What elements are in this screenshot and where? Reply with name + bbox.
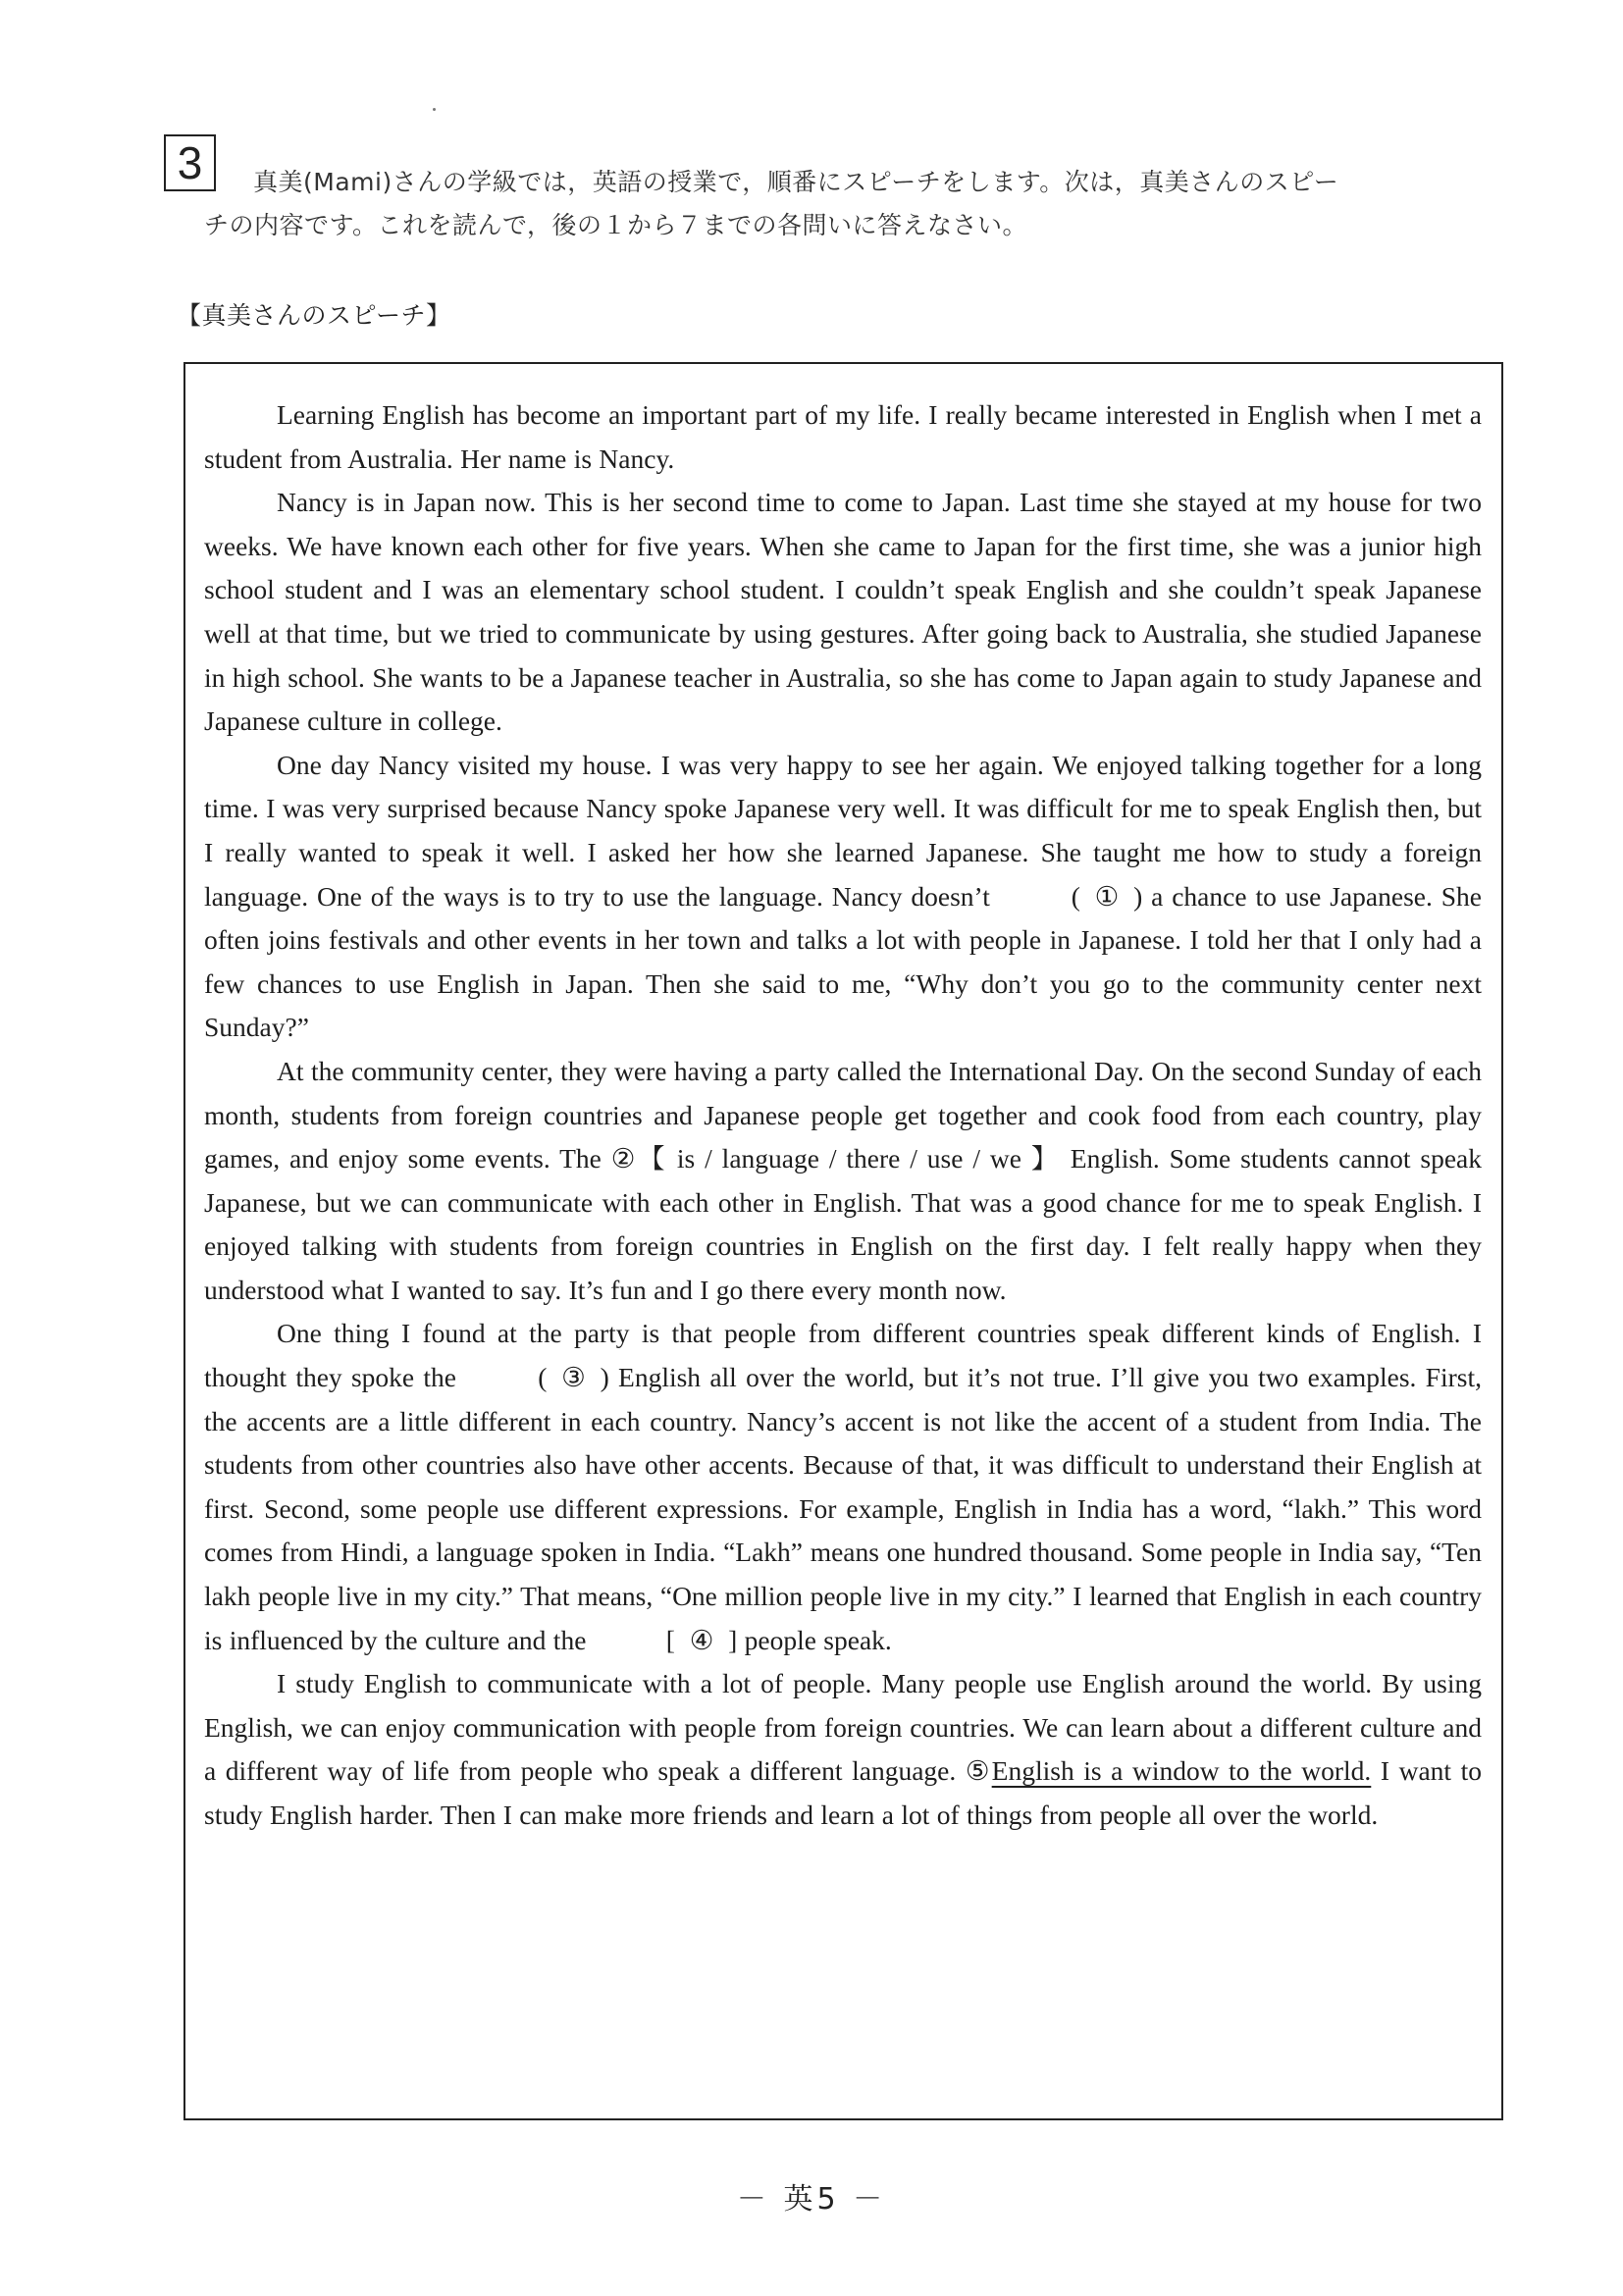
paragraph-3-text-before: One day Nancy visited my house. I was very happy to see her again. We enjoyed talking together for a long time. I was very surprised because Nancy spoke Japanese very well. It was difficult for me to speak English then, but I really wanted to speak it well. I asked her how she learned Japanese. She taught me how to study a foreign language. One of the ways is to try to use the language. Nancy doesn’t bbox=[204, 749, 1482, 912]
paragraph-4-text-after: English. Some students cannot speak Japanese, but we can communicate with each other in English. That was a good chance for me to speak English. I enjoyed talking with students from foreign countries in English on the first day. I felt really happy when they understood what I wanted to say. It’s fun and I go there every month now. bbox=[204, 1143, 1483, 1305]
marker-5: ⑤ bbox=[965, 1755, 992, 1787]
paragraph-5 bbox=[204, 1312, 1482, 1662]
paragraph-2: Nancy is in Japan now. This is her second time to come to Japan. Last time she stayed at my house for two weeks. We have known each other for five years. When she came to Japan for the first time, she was a junior high school student and I was an elementary school student. I couldn’t speak English and she couldn’t speak Japanese well at that time, but we tried to communicate by using gestures. After going back to Australia, she studied Japanese in high school. She wants to be a Japanese teacher in Australia, so she has come to Japan again to study Japanese and Japanese culture in college. bbox=[204, 487, 1482, 737]
scan-artifact-dot bbox=[433, 108, 436, 111]
speech-heading: 【真美さんのスピーチ】 bbox=[177, 301, 451, 330]
section-number-box: 3 bbox=[164, 134, 216, 191]
paragraph-5-text-before: One thing I found at the party is that people from different countries speak different kinds of English. I thought they spoke the bbox=[204, 1318, 1482, 1393]
paragraph-3 bbox=[204, 744, 1482, 1050]
blank-4: [ ④ ] bbox=[665, 1624, 738, 1655]
speech-text-box bbox=[183, 362, 1503, 2120]
instructions-line-1: 真美(Mami)さんの学級では，英語の授業で，順番にスピーチをします。次は，真美さんのスピー bbox=[253, 168, 1339, 196]
paragraph-6-text-after: I want to study English harder. Then I can make more friends and learn a lot of things from people all over the world. bbox=[204, 1755, 1483, 1830]
paragraph-6-text-before: I study English to communicate with a lot of people. Many people use English around the world. By using English, we can enjoy communication with people from foreign countries. We can learn about a different culture and a different way of life from people who speak a different language. bbox=[204, 1668, 1482, 1787]
blank-3: ( ③ ) bbox=[538, 1362, 609, 1393]
paragraph-3-text-after: a chance to use Japanese. She often joins festivals and other events in her town and talks a lot with people in Japanese. I told her that I only had a few chances to use English in Japan. Then she said to me, “Why don’t you go to the community center next Sunday?” bbox=[204, 880, 1483, 1043]
paragraph-5-text-after: people speak. bbox=[737, 1624, 892, 1655]
blank-2-word-order: ②【 is / language / there / use / we 】 bbox=[610, 1143, 1061, 1174]
blank-1: ( ① ) bbox=[1071, 880, 1143, 912]
paragraph-4 bbox=[204, 1050, 1482, 1313]
paragraph-4-text-before: At the community center, they were having a party called the International Day. On the second Sunday of each month, students from foreign countries and Japanese people get together and cook food from each country, play games, and enjoy some events. The bbox=[204, 1055, 1482, 1174]
paragraph-5-text-middle: English all over the world, but it’s not true. I’ll give you two examples. First, the accents are a little different in each country. Nancy’s accent is not like the accent of a student from India. The students from other countries also have other accents. Because of that, it was difficult to understand their English at first. Second, some people use different expressions. For example, English in India has a word, “lakh.” This word comes from Hindi, a language spoken in India. “Lakh” means one hundred thousand. Some people in India say, “Ten lakh people live in my city.” That means, “One million people live in my city.” I learned that English in each country is influenced by the culture and the bbox=[204, 1362, 1482, 1655]
page-number: － 英5 － bbox=[736, 2182, 887, 2217]
paragraph-1: Learning English has become an important part of my life. I really became interested in English when I met a student from Australia. Her name is Nancy. bbox=[204, 399, 1482, 474]
paragraph-6 bbox=[204, 1662, 1482, 1837]
question-instructions bbox=[204, 161, 1529, 247]
underlined-sentence-5: English is a window to the world. bbox=[991, 1755, 1372, 1787]
instructions-line-2: チの内容です。これを読んで，後の１から７までの各問いに答えなさい。 bbox=[204, 211, 1028, 239]
